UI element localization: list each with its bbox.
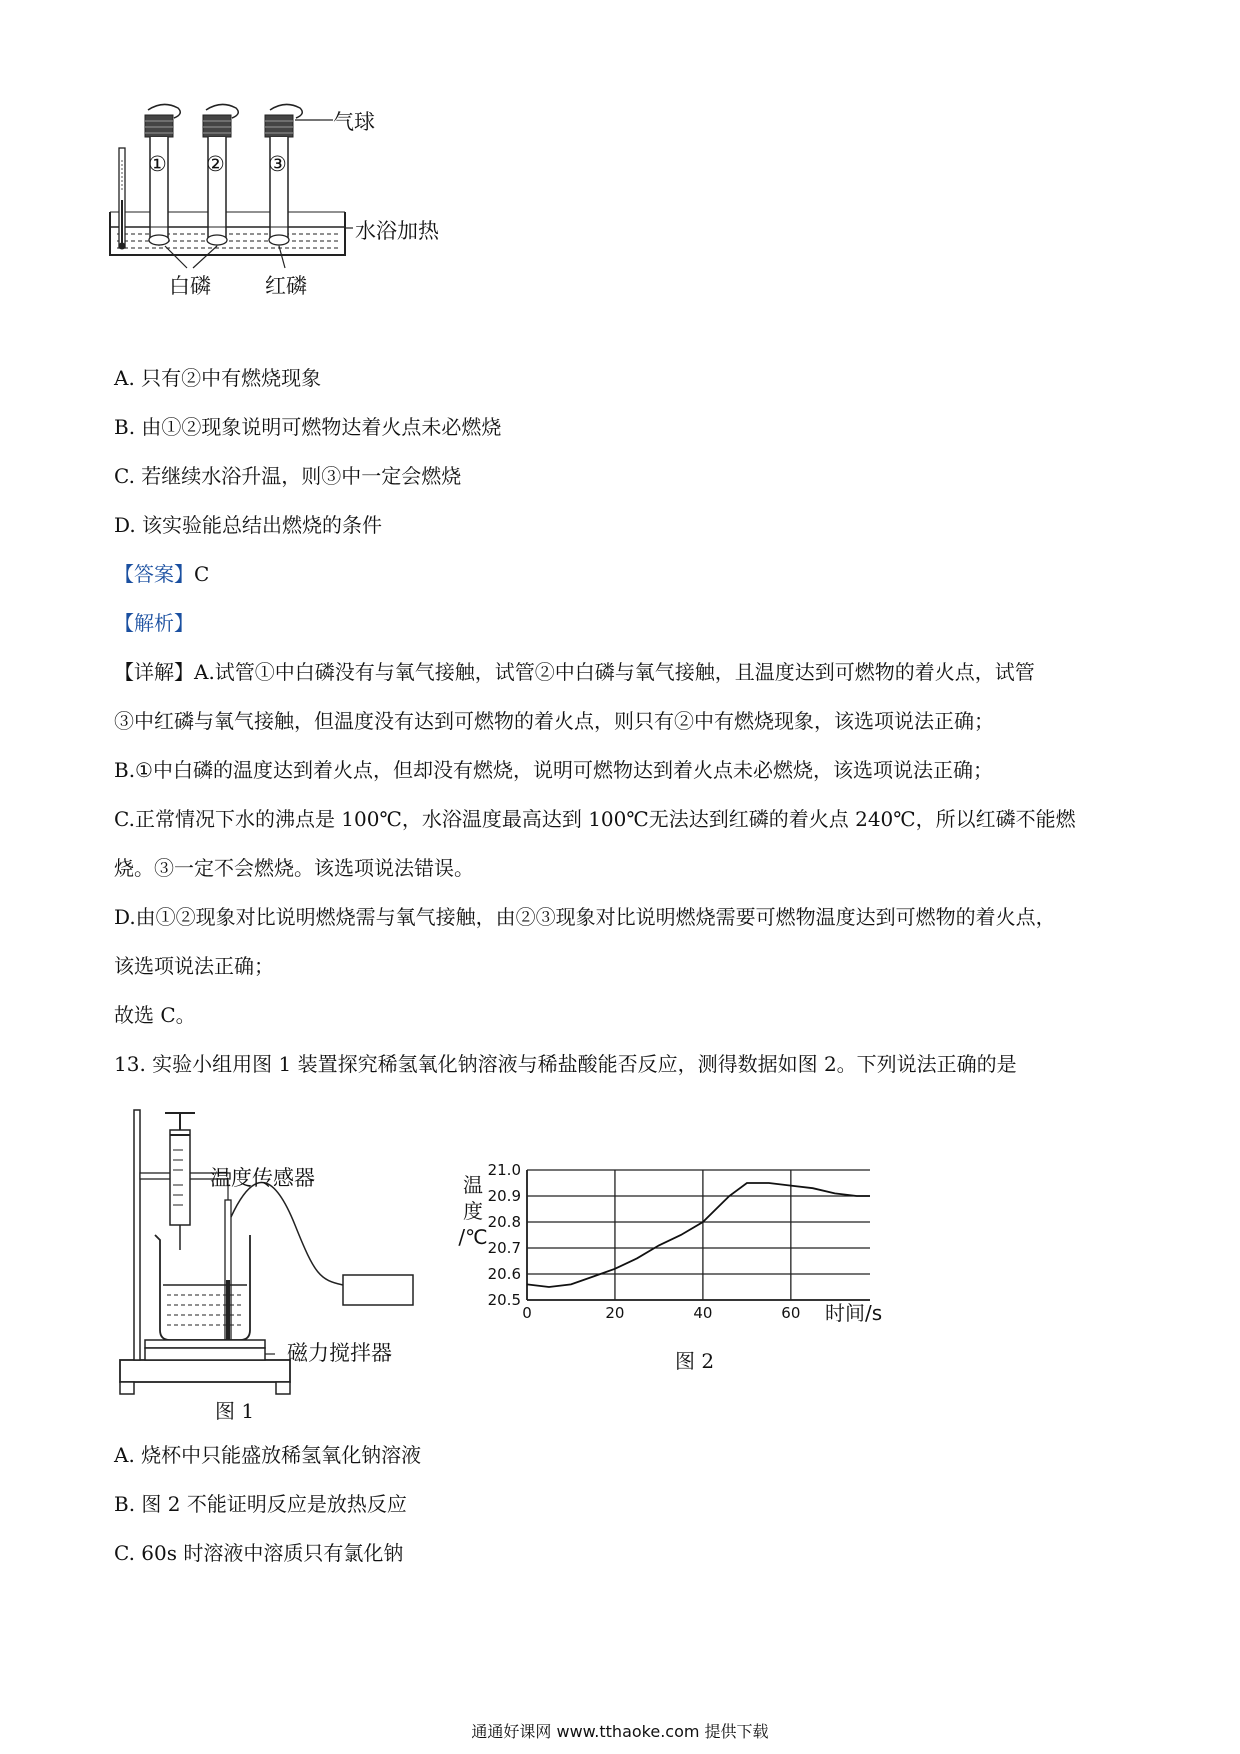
label-water-bath: 水浴加热	[355, 219, 439, 243]
q13-stem: 13. 实验小组用图 1 装置探究稀氢氧化钠溶液与稀盐酸能否反应，测得数据如图 2。下列说法正确的是	[114, 1052, 1017, 1076]
label-white-phosphorus: 白磷	[169, 274, 211, 298]
chart-y-tick-label-0: 20.5	[487, 1291, 521, 1309]
q13-option-b: B. 图 2 不能证明反应是放热反应	[114, 1492, 407, 1516]
q13-option-a: A. 烧杯中只能盛放稀氢氧化钠溶液	[114, 1443, 422, 1467]
q12-detail-line-8: 故选 C。	[114, 1003, 196, 1027]
temperature-time-chart	[445, 1150, 915, 1330]
chart-y-tick-label-4: 20.9	[487, 1187, 521, 1205]
q13-option-c: C. 60s 时溶液中溶质只有氯化钠	[114, 1541, 404, 1565]
chart-series-line-0	[527, 1183, 870, 1287]
figure-2-caption: 图 2	[675, 1349, 715, 1373]
detail-text-1: A.试管①中白磷没有与氧气接触，试管②中白磷与氧气接触，且温度达到可燃物的着火点，试管	[194, 660, 1035, 684]
answer-tag: 【答案】	[114, 562, 194, 586]
detail-tag: 【详解】	[114, 660, 194, 684]
q12-analysis-heading: 【解析】	[114, 611, 194, 635]
answer-value: C	[194, 562, 210, 586]
q12-detail-line-3: B.①中白磷的温度达到着火点，但却没有燃烧，说明可燃物达到着火点未必燃烧，该选项说法正确；	[114, 758, 993, 782]
page-footer: 通通好课网 www.tthaoke.com 提供下载	[471, 1722, 769, 1741]
q12-detail-line-5: 烧。③一定不会燃烧。该选项说法错误。	[114, 856, 474, 880]
chart-x-tick-label-2: 40	[693, 1304, 713, 1322]
chart-y-tick-label-5: 21.0	[487, 1161, 521, 1179]
q12-detail-line-6: D.由①②现象对比说明燃烧需与氧气接触，由②③现象对比说明燃烧需要可燃物温度达到可燃物的着火点，	[114, 905, 1056, 929]
q12-answer	[114, 561, 209, 587]
figure-2-chart	[445, 1150, 915, 1390]
chart-y-axis-label-1: 度	[463, 1199, 483, 1223]
label-balloon: 气球	[333, 110, 375, 134]
chart-x-tick-label-0: 0	[522, 1304, 532, 1322]
q12-detail-line-7: 该选项说法正确；	[114, 954, 274, 978]
q12-detail-line-1	[114, 659, 1035, 685]
q12-detail-line-2: ③中红磷与氧气接触，但温度没有达到可燃物的着火点，则只有②中有燃烧现象，该选项说法正确；	[114, 709, 994, 733]
chart-y-axis-label-2: /℃	[458, 1225, 488, 1249]
figure-1-drawing	[115, 1105, 445, 1425]
chart-y-tick-label-1: 20.6	[487, 1265, 521, 1283]
q12-option-d: D. 该实验能总结出燃烧的条件	[114, 513, 383, 537]
figure-1-apparatus	[115, 1105, 445, 1425]
q12-detail-line-4: C.正常情况下水的沸点是 100℃，水浴温度最高达到 100℃无法达到红磷的着火点 240℃，所以红磷不能燃	[114, 807, 1076, 831]
q12-option-b: B. 由①②现象说明可燃物达着火点未必燃烧	[114, 415, 502, 439]
chart-y-tick-label-2: 20.7	[487, 1239, 521, 1257]
tube-number-3: ③	[268, 152, 287, 176]
chart-y-axis-label-0: 温	[463, 1173, 483, 1197]
q12-option-c: C. 若继续水浴升温，则③中一定会燃烧	[114, 464, 462, 488]
tube-number-2: ②	[206, 152, 225, 176]
label-red-phosphorus: 红磷	[265, 274, 307, 298]
q12-option-a: A. 只有②中有燃烧现象	[114, 366, 322, 390]
figure-1-caption: 图 1	[215, 1399, 255, 1423]
chart-x-tick-label-3: 60	[781, 1304, 801, 1322]
label-magnetic-stirrer: 磁力搅拌器	[287, 1341, 392, 1365]
chart-x-axis-label: 时间/s	[825, 1301, 883, 1325]
tube-number-1: ①	[148, 152, 167, 176]
label-temperature-sensor: 温度传感器	[210, 1166, 315, 1190]
chart-y-tick-label-3: 20.8	[487, 1213, 521, 1231]
figure-combustion-apparatus	[105, 100, 465, 330]
chart-x-tick-label-1: 20	[605, 1304, 625, 1322]
